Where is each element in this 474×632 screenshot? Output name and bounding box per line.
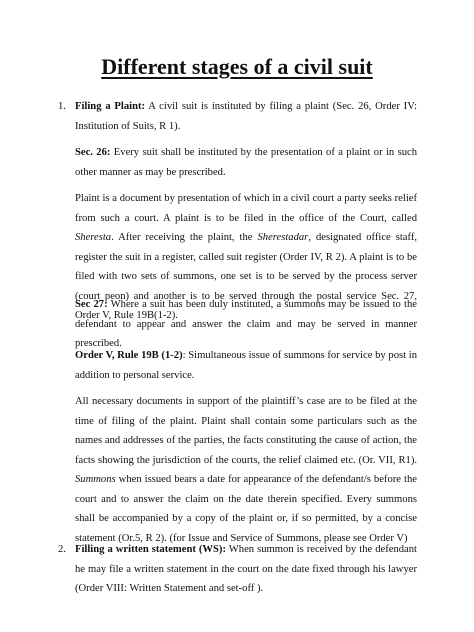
list-item-written-statement: [75, 540, 417, 599]
summons-term: Summons: [75, 474, 116, 485]
sec-27-heading: Sec 27:: [75, 299, 108, 310]
documents-text-1: All necessary documents in support of the plaintiff’s case are to be filed at the time of filing of the plaint. Plaint shall contain some particulars such as the names and addresses of the parties, the facts constituting the cause of action, the facts showing the jurisdiction of the courts, the relief claimed etc. (Or. VII, R1).: [75, 396, 417, 466]
item-text: A civil suit is instituted by filing a plaint (Sec. 26, Order IV: Institution of Suits, R 1).: [75, 101, 418, 132]
plaint-text-2: . After receiving the plaint, the: [111, 232, 258, 243]
list-number-1: 1.: [58, 101, 66, 112]
sheresta-term: Sheresta: [75, 232, 112, 243]
order-v-heading: Order V, Rule 19B (1-2): [75, 350, 183, 361]
sherestadar-term: Sherestadar: [257, 232, 309, 243]
order-v-text: : Simultaneous issue of summons for service by post in addition to personal service.: [75, 350, 417, 381]
sec-26-text: Every suit shall be instituted by the presentation of a plaint or in such other manner as may be prescribed.: [75, 147, 417, 178]
item-heading: Filling a written statement (WS):: [75, 544, 226, 555]
sec-27-paragraph: [75, 295, 417, 354]
item-heading: Filing a Plaint:: [75, 101, 146, 112]
list-number-2: 2.: [58, 544, 66, 555]
plaint-text-1: Plaint is a document by presentation of which in a civil court a party seeks relief from such a court. A plaint is to be filed in the office of the Court, called: [75, 193, 417, 224]
order-v-paragraph: [75, 346, 417, 385]
sec-26-paragraph: [75, 143, 417, 182]
documents-text-2: when issued bears a date for appearance of the defendant/s before the court and to answer the claim on the date therein specified. Every summons shall be accompanied by a copy of the plaint or, if so permitted, by a concise statement (Or.5, R 2). (for Issue and Service of Summons, please see Order V): [75, 474, 417, 544]
sec-27-text: Where a suit has been duly instituted, a summons may be issued to the defendant to appear and answer the claim and may be served in manner prescribed.: [75, 299, 417, 349]
item-text: When summon is received by the defendant he may file a written statement in the court on the date fixed through his lawyer (Order VIII: Written Statement and set-off ).: [75, 544, 417, 594]
list-item-filing-plaint: [75, 97, 417, 136]
documents-paragraph: [75, 392, 417, 548]
document-title: Different stages of a civil suit: [101, 54, 373, 79]
sec-26-heading: Sec. 26:: [75, 147, 111, 158]
plaint-text-3: , designated office staff, register the suit in a register, called suit register (Order IV, R 2). A plaint is to be filed with two sets of summons, one set is to be served by the process server (court peon) and another is to be served through the postal service Sec. 27, Order V, Rule 19B(1-2).: [75, 232, 418, 321]
